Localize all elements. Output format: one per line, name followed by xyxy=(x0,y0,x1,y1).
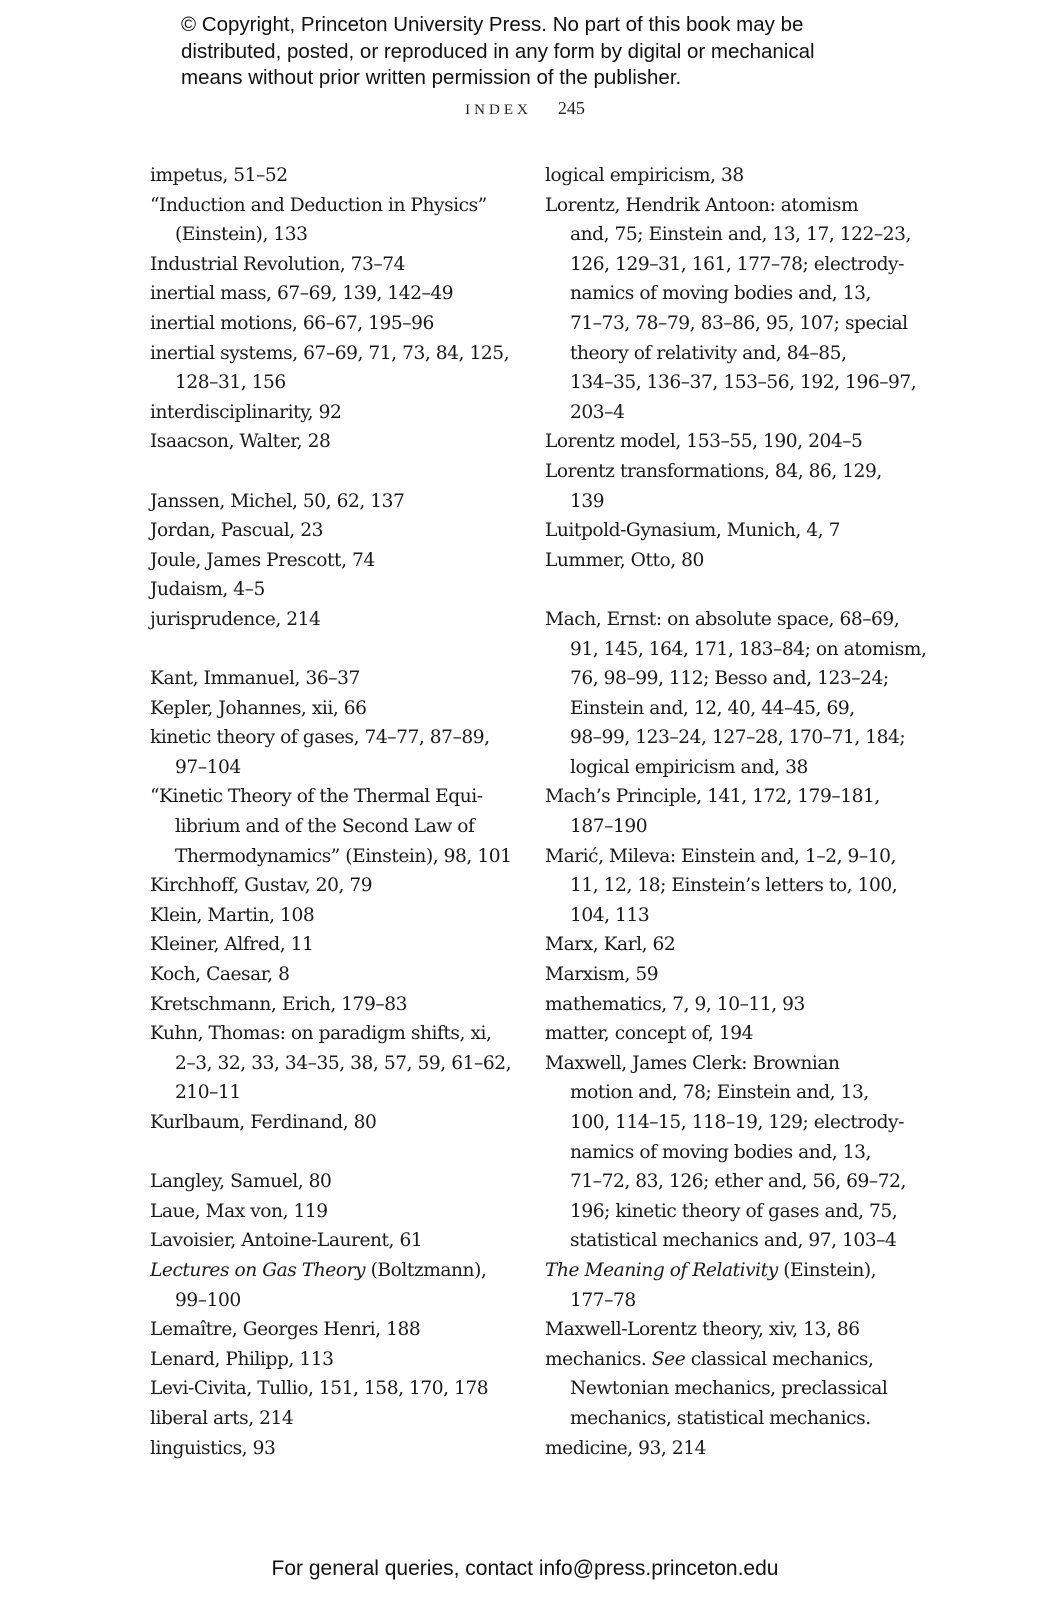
footer-contact: For general queries, contact info@press.princeton.edu xyxy=(271,1557,779,1580)
index-entry: Langley, Samuel, 80 xyxy=(150,1171,332,1193)
index-entry: Joule, James Prescott, 74 xyxy=(150,549,375,571)
index-entry: Kepler, Johannes, xii, 66 xyxy=(150,697,367,719)
index-entry: Lorentz, Hendrik Antoon: atomism xyxy=(545,194,859,216)
index-column-right xyxy=(545,161,927,1463)
index-entry: Klein, Martin, 108 xyxy=(150,904,315,926)
index-entry-continuation: 71–72, 83, 126; ether and, 56, 69–72, xyxy=(570,1171,906,1193)
index-entry: Lavoisier, Antoine-Laurent, 61 xyxy=(150,1230,423,1252)
index-entry: Janssen, Michel, 50, 62, 137 xyxy=(150,490,405,512)
index-entry: interdisciplinarity, 92 xyxy=(150,401,342,423)
index-entry: Mach’s Principle, 141, 172, 179–181, xyxy=(545,786,880,808)
index-entry-continuation: 91, 145, 164, 171, 183–84; on atomism, xyxy=(570,638,927,660)
copyright-line: means without prior written permission of the publisher. xyxy=(181,66,682,89)
index-entry-continuation: Newtonian mechanics, preclassical xyxy=(570,1378,888,1400)
index-entry-continuation: 97–104 xyxy=(175,756,241,778)
index-entry: Marxism, 59 xyxy=(545,964,659,986)
index-entry: medicine, 93, 214 xyxy=(545,1437,706,1459)
index-entry: Maxwell-Lorentz theory, xiv, 13, 86 xyxy=(545,1319,860,1341)
section-label: INDEX xyxy=(465,102,532,118)
index-entry-continuation: Einstein and, 12, 40, 44–45, 69, xyxy=(570,697,855,719)
index-entry-continuation: 177–78 xyxy=(570,1289,636,1311)
index-entry-continuation: 139 xyxy=(570,490,605,512)
copyright-notice xyxy=(181,12,941,92)
index-entry-continuation: 128–31, 156 xyxy=(175,372,286,394)
index-entry-continuation: Thermodynamics” (Einstein), 98, 101 xyxy=(175,845,512,867)
see-reference: See xyxy=(651,1348,686,1370)
index-entry-continuation: 196; kinetic theory of gases and, 75, xyxy=(570,1200,898,1222)
letter-group-gap xyxy=(150,1138,530,1168)
index-entry: Jordan, Pascual, 23 xyxy=(150,520,323,542)
index-entry: Mach, Ernst: on absolute space, 68–69, xyxy=(545,608,900,630)
index-entry: Industrial Revolution, 73–74 xyxy=(150,253,406,275)
book-title: The Meaning of Relativity xyxy=(545,1259,778,1281)
index-entry: Kurlbaum, Ferdinand, 80 xyxy=(150,1112,377,1133)
index-entry-text: (Einstein), xyxy=(777,1259,877,1281)
index-entry: Judaism, 4–5 xyxy=(150,579,265,601)
index-entry-continuation: namics of moving bodies and, 13, xyxy=(570,283,871,305)
index-entry-text: classical mechanics, xyxy=(685,1348,874,1370)
index-entry: kinetic theory of gases, 74–77, 87–89, xyxy=(150,727,490,749)
index-entry-continuation: statistical mechanics and, 97, 103–4 xyxy=(570,1230,897,1252)
index-entry-continuation: 126, 129–31, 161, 177–78; electrody- xyxy=(570,253,904,275)
index-entry xyxy=(545,1256,895,1286)
index-entry: “Kinetic Theory of the Thermal Equi- xyxy=(150,786,483,808)
index-entry-continuation: and, 75; Einstein and, 13, 17, 122–23, xyxy=(570,224,911,246)
letter-group-gap xyxy=(150,457,530,487)
index-entry-continuation: 104, 113 xyxy=(570,904,650,926)
index-entry-continuation: 100, 114–15, 118–19, 129; electrody- xyxy=(570,1112,904,1133)
index-entry-continuation: mechanics, statistical mechanics. xyxy=(570,1407,871,1429)
letter-group-gap xyxy=(150,635,530,665)
index-entry: Lorentz model, 153–55, 190, 204–5 xyxy=(545,431,863,453)
index-entry: Luitpold-Gynasium, Munich, 4, 7 xyxy=(545,520,840,542)
index-entry-continuation: 187–190 xyxy=(570,816,648,838)
index-entry: Kant, Immanuel, 36–37 xyxy=(150,668,360,690)
index-entry: Kleiner, Alfred, 11 xyxy=(150,934,314,956)
index-entry: Maxwell, James Clerk: Brownian xyxy=(545,1052,840,1074)
index-entry-continuation: theory of relativity and, 84–85, xyxy=(570,342,847,364)
book-title: Lectures on Gas Theory xyxy=(150,1259,366,1281)
letter-group-gap xyxy=(545,575,895,605)
index-entry: Kirchhoff, Gustav, 20, 79 xyxy=(150,875,373,897)
index-entry-continuation: (Einstein), 133 xyxy=(175,224,308,246)
index-entry: Marx, Karl, 62 xyxy=(545,934,676,956)
index-entry-continuation: librium and of the Second Law of xyxy=(175,816,475,838)
index-entry-continuation: 2–3, 32, 33, 34–35, 38, 57, 59, 61–62, xyxy=(175,1052,512,1074)
index-entry: Lorentz transformations, 84, 86, 129, xyxy=(545,460,882,482)
index-entry: logical empiricism, 38 xyxy=(545,165,744,186)
index-entry-text: (Boltzmann), xyxy=(365,1259,487,1281)
index-entry: liberal arts, 214 xyxy=(150,1407,294,1429)
index-entry: Lenard, Philipp, 113 xyxy=(150,1348,334,1370)
copyright-line: distributed, posted, or reproduced in any form by digital or mechanical xyxy=(181,39,815,63)
index-entry-continuation: 76, 98–99, 112; Besso and, 123–24; xyxy=(570,668,889,690)
index-entry-continuation: 134–35, 136–37, 153–56, 192, 196–97, xyxy=(570,372,917,394)
index-entry: inertial systems, 67–69, 71, 73, 84, 125, xyxy=(150,342,510,364)
index-entry: impetus, 51–52 xyxy=(150,165,288,186)
index-entry-continuation: 71–73, 78–79, 83–86, 95, 107; special xyxy=(570,312,908,334)
index-entry: Lemaître, Georges Henri, 188 xyxy=(150,1319,421,1341)
index-entry xyxy=(150,1256,530,1286)
index-entry: Marić, Mileva: Einstein and, 1–2, 9–10, xyxy=(545,845,896,867)
index-entry: inertial motions, 66–67, 195–96 xyxy=(150,312,434,334)
index-entry: jurisprudence, 214 xyxy=(150,608,321,630)
index-entry-continuation: 99–100 xyxy=(175,1289,241,1311)
copyright-line: © Copyright, Princeton University Press. No part of this book may be xyxy=(181,13,804,36)
index-entry: Isaacson, Walter, 28 xyxy=(150,431,331,453)
index-entry-text: mechanics. xyxy=(545,1348,652,1370)
index-entry-continuation: motion and, 78; Einstein and, 13, xyxy=(570,1082,869,1104)
index-entry: Levi-Civita, Tullio, 151, 158, 170, 178 xyxy=(150,1378,489,1400)
index-entry: inertial mass, 67–69, 139, 142–49 xyxy=(150,283,454,305)
index-entry: Laue, Max von, 119 xyxy=(150,1200,328,1222)
running-head xyxy=(0,98,1050,119)
index-entry-continuation: logical empiricism and, 38 xyxy=(570,756,808,778)
index-entry-continuation: 203–4 xyxy=(570,401,625,423)
page-number: 245 xyxy=(557,98,585,118)
index-entry: Koch, Caesar, 8 xyxy=(150,964,290,986)
index-entry-continuation: 11, 12, 18; Einstein’s letters to, 100, xyxy=(570,875,898,897)
index-entry: “Induction and Deduction in Physics” xyxy=(150,194,487,216)
index-entry: linguistics, 93 xyxy=(150,1437,276,1459)
index-entry-continuation: 210–11 xyxy=(175,1082,241,1104)
index-entry: mathematics, 7, 9, 10–11, 93 xyxy=(545,993,805,1015)
index-entry: Kretschmann, Erich, 179–83 xyxy=(150,993,408,1015)
index-entry xyxy=(545,1345,895,1375)
index-entry-continuation: namics of moving bodies and, 13, xyxy=(570,1141,871,1163)
index-entry: Lummer, Otto, 80 xyxy=(545,549,704,571)
index-column-left xyxy=(150,161,530,1463)
index-entry: matter, concept of, 194 xyxy=(545,1023,753,1045)
index-entry-continuation: 98–99, 123–24, 127–28, 170–71, 184; xyxy=(570,727,906,749)
index-entry: Kuhn, Thomas: on paradigm shifts, xi, xyxy=(150,1023,492,1045)
